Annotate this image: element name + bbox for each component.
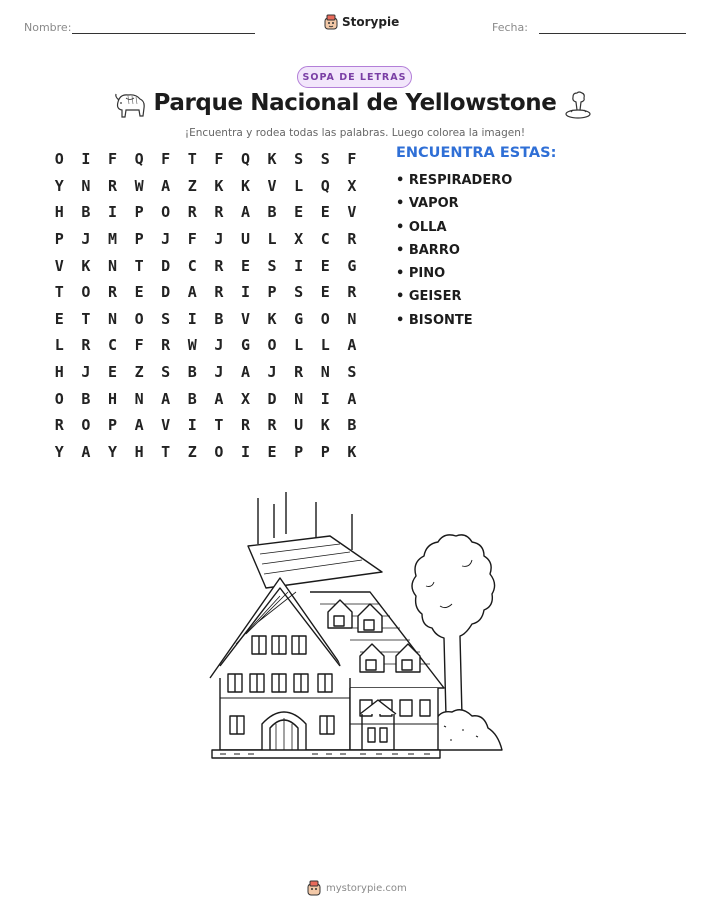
grid-cell[interactable]: R xyxy=(107,283,117,302)
grid-cell[interactable]: V xyxy=(347,203,357,222)
grid-cell[interactable]: M xyxy=(107,230,117,249)
grid-cell[interactable]: R xyxy=(294,363,304,382)
grid-cell[interactable]: O xyxy=(267,336,277,355)
word-item: • OLLA xyxy=(396,219,447,235)
grid-cell[interactable]: I xyxy=(107,203,117,222)
page-title: Parque Nacional de Yellowstone xyxy=(153,90,557,116)
instructions: ¡Encuentra y rodea todas las palabras. Luego colorea la imagen! xyxy=(184,127,526,139)
grid-cell[interactable]: K xyxy=(267,309,277,328)
grid-cell[interactable]: B xyxy=(81,389,91,408)
grid-cell[interactable]: E xyxy=(320,256,330,275)
brand-logo xyxy=(324,14,399,30)
grid-row xyxy=(46,173,365,200)
grid-cell[interactable]: R xyxy=(214,203,224,222)
grid-cell[interactable]: S xyxy=(161,309,171,328)
word-item: • VAPOR xyxy=(396,196,459,212)
grid-cell[interactable]: S xyxy=(320,150,330,169)
puzzle-type-badge: SOPA DE LETRAS xyxy=(297,66,412,88)
grid-cell[interactable]: W xyxy=(134,176,144,195)
grid-cell[interactable]: N xyxy=(107,256,117,275)
date-label: Fecha: xyxy=(492,21,528,34)
grid-cell[interactable]: L xyxy=(267,230,277,249)
grid-cell[interactable]: P xyxy=(54,230,64,249)
grid-cell[interactable]: E xyxy=(294,203,304,222)
grid-row xyxy=(46,359,365,386)
grid-row xyxy=(46,439,365,466)
grid-cell[interactable]: A xyxy=(347,336,357,355)
grid-cell[interactable]: Z xyxy=(187,442,197,461)
grid-cell[interactable]: T xyxy=(54,283,64,302)
grid-cell[interactable]: E xyxy=(320,203,330,222)
grid-cell[interactable]: Q xyxy=(240,150,250,169)
grid-cell[interactable]: V xyxy=(267,176,277,195)
grid-cell[interactable]: K xyxy=(267,150,277,169)
letter-grid xyxy=(46,146,365,465)
grid-cell[interactable]: Y xyxy=(54,176,64,195)
grid-cell[interactable]: A xyxy=(347,389,357,408)
grid-cell[interactable]: B xyxy=(267,203,277,222)
grid-cell[interactable]: C xyxy=(320,230,330,249)
grid-cell[interactable]: K xyxy=(240,176,250,195)
grid-cell[interactable]: N xyxy=(294,389,304,408)
grid-cell[interactable]: V xyxy=(240,309,250,328)
grid-cell[interactable]: R xyxy=(267,416,277,435)
grid-cell[interactable]: R xyxy=(187,203,197,222)
grid-cell[interactable]: P xyxy=(267,283,277,302)
grid-cell[interactable]: S xyxy=(294,283,304,302)
grid-cell[interactable]: L xyxy=(294,176,304,195)
footer xyxy=(307,880,407,896)
grid-cell[interactable]: H xyxy=(107,389,117,408)
grid-cell[interactable]: Y xyxy=(107,442,117,461)
grid-cell[interactable]: R xyxy=(214,283,224,302)
word-item: • GEISER xyxy=(396,289,462,305)
grid-cell[interactable]: C xyxy=(107,336,117,355)
grid-cell[interactable]: Q xyxy=(320,176,330,195)
grid-cell[interactable]: Z xyxy=(187,176,197,195)
grid-cell[interactable]: O xyxy=(214,442,224,461)
grid-cell[interactable]: G xyxy=(240,336,250,355)
grid-cell[interactable]: X xyxy=(347,176,357,195)
grid-cell[interactable]: K xyxy=(81,256,91,275)
grid-cell[interactable]: C xyxy=(187,256,197,275)
grid-cell[interactable]: X xyxy=(240,389,250,408)
grid-cell[interactable]: I xyxy=(187,416,197,435)
grid-cell[interactable]: L xyxy=(54,336,64,355)
grid-row xyxy=(46,146,365,173)
grid-cell[interactable]: P xyxy=(134,203,144,222)
grid-cell[interactable]: F xyxy=(214,150,224,169)
grid-cell[interactable]: A xyxy=(240,363,250,382)
word-list xyxy=(396,145,696,336)
grid-cell[interactable]: F xyxy=(134,336,144,355)
bison-icon xyxy=(112,90,148,122)
grid-row xyxy=(46,332,365,359)
grid-cell[interactable]: T xyxy=(134,256,144,275)
grid-cell[interactable]: S xyxy=(161,363,171,382)
coloring-illustration xyxy=(200,488,510,768)
word-item: • PINO xyxy=(396,266,446,282)
brand-name: Storypie xyxy=(342,15,400,29)
grid-cell[interactable]: E xyxy=(320,283,330,302)
footer-url[interactable]: mystorypie.com xyxy=(326,882,407,894)
grid-cell[interactable]: Q xyxy=(134,150,144,169)
grid-cell[interactable]: U xyxy=(294,416,304,435)
storypie-mascot-icon xyxy=(324,14,338,30)
grid-cell[interactable]: F xyxy=(107,150,117,169)
grid-cell[interactable]: S xyxy=(267,256,277,275)
word-item: • BISONTE xyxy=(396,312,473,328)
grid-cell[interactable]: E xyxy=(107,363,117,382)
grid-cell[interactable]: V xyxy=(54,256,64,275)
grid-cell[interactable]: A xyxy=(81,442,91,461)
grid-cell[interactable]: J xyxy=(161,230,171,249)
grid-cell[interactable]: D xyxy=(161,283,171,302)
grid-cell[interactable]: N xyxy=(107,309,117,328)
grid-cell[interactable]: R xyxy=(347,283,357,302)
grid-cell[interactable]: D xyxy=(161,256,171,275)
grid-cell[interactable]: O xyxy=(54,389,64,408)
grid-cell[interactable]: L xyxy=(320,336,330,355)
grid-cell[interactable]: J xyxy=(81,363,91,382)
grid-cell[interactable]: H xyxy=(54,203,64,222)
grid-cell[interactable]: P xyxy=(294,442,304,461)
date-field[interactable] xyxy=(539,33,686,34)
grid-cell[interactable]: G xyxy=(347,256,357,275)
grid-cell[interactable]: R xyxy=(107,176,117,195)
grid-cell[interactable]: O xyxy=(134,309,144,328)
grid-cell[interactable]: J xyxy=(214,363,224,382)
grid-cell[interactable]: R xyxy=(81,336,91,355)
grid-cell[interactable]: A xyxy=(214,389,224,408)
grid-cell[interactable]: O xyxy=(81,416,91,435)
grid-row xyxy=(46,385,365,412)
grid-cell[interactable]: J xyxy=(267,363,277,382)
grid-cell[interactable]: Y xyxy=(54,442,64,461)
grid-cell[interactable]: K xyxy=(347,442,357,461)
geyser-icon xyxy=(562,90,594,122)
grid-cell[interactable]: P xyxy=(134,230,144,249)
grid-cell[interactable]: E xyxy=(134,283,144,302)
grid-cell[interactable]: N xyxy=(320,363,330,382)
word-item: • BARRO xyxy=(396,242,460,258)
grid-cell[interactable]: J xyxy=(214,336,224,355)
grid-cell[interactable]: L xyxy=(294,336,304,355)
grid-cell[interactable]: I xyxy=(294,256,304,275)
grid-cell[interactable]: G xyxy=(294,309,304,328)
name-label: Nombre: xyxy=(24,21,72,34)
grid-cell[interactable]: X xyxy=(294,230,304,249)
grid-cell[interactable]: O xyxy=(161,203,171,222)
grid-cell[interactable]: O xyxy=(81,283,91,302)
grid-cell[interactable]: A xyxy=(187,283,197,302)
grid-cell[interactable]: J xyxy=(81,230,91,249)
grid-cell[interactable]: J xyxy=(214,230,224,249)
name-field[interactable] xyxy=(72,33,255,34)
grid-cell[interactable]: N xyxy=(134,389,144,408)
grid-cell[interactable]: E xyxy=(54,309,64,328)
grid-cell[interactable]: R xyxy=(161,336,171,355)
grid-cell[interactable]: U xyxy=(240,230,250,249)
grid-cell[interactable]: N xyxy=(347,309,357,328)
header xyxy=(0,0,709,50)
grid-cell[interactable]: B xyxy=(187,363,197,382)
grid-cell[interactable]: B xyxy=(187,389,197,408)
grid-cell[interactable]: T xyxy=(214,416,224,435)
grid-cell[interactable]: K xyxy=(214,176,224,195)
grid-cell[interactable]: O xyxy=(54,150,64,169)
grid-cell[interactable]: S xyxy=(347,363,357,382)
word-list-heading: ENCUENTRA ESTAS: xyxy=(396,145,557,161)
grid-row xyxy=(46,199,365,226)
word-item: • RESPIRADERO xyxy=(396,173,513,188)
grid-cell[interactable]: F xyxy=(347,150,357,169)
grid-cell[interactable]: P xyxy=(107,416,117,435)
storypie-mascot-icon xyxy=(307,880,321,896)
grid-cell[interactable]: K xyxy=(320,416,330,435)
grid-cell[interactable]: S xyxy=(294,150,304,169)
grid-cell[interactable]: T xyxy=(161,442,171,461)
grid-cell[interactable]: T xyxy=(187,150,197,169)
grid-cell[interactable]: H xyxy=(134,442,144,461)
grid-cell[interactable]: I xyxy=(240,442,250,461)
grid-row xyxy=(46,226,365,253)
grid-cell[interactable]: B xyxy=(81,203,91,222)
grid-cell[interactable]: W xyxy=(187,336,197,355)
grid-cell[interactable]: F xyxy=(161,150,171,169)
grid-row xyxy=(46,252,365,279)
grid-cell[interactable]: A xyxy=(240,203,250,222)
grid-cell[interactable]: A xyxy=(134,416,144,435)
grid-cell[interactable]: I xyxy=(187,309,197,328)
grid-cell[interactable]: I xyxy=(320,389,330,408)
grid-cell[interactable]: P xyxy=(320,442,330,461)
grid-cell[interactable]: R xyxy=(240,416,250,435)
grid-cell[interactable]: I xyxy=(81,150,91,169)
grid-cell[interactable]: R xyxy=(214,256,224,275)
grid-cell[interactable]: A xyxy=(161,389,171,408)
grid-cell[interactable]: I xyxy=(240,283,250,302)
grid-cell[interactable]: H xyxy=(54,363,64,382)
grid-row xyxy=(46,306,365,333)
grid-cell[interactable]: Z xyxy=(134,363,144,382)
grid-cell[interactable]: F xyxy=(187,230,197,249)
grid-cell[interactable]: A xyxy=(161,176,171,195)
grid-cell[interactable]: R xyxy=(54,416,64,435)
grid-cell[interactable]: T xyxy=(81,309,91,328)
grid-cell[interactable]: B xyxy=(214,309,224,328)
grid-cell[interactable]: V xyxy=(161,416,171,435)
grid-cell[interactable]: O xyxy=(320,309,330,328)
grid-cell[interactable]: D xyxy=(267,389,277,408)
grid-cell[interactable]: R xyxy=(347,230,357,249)
grid-cell[interactable]: N xyxy=(81,176,91,195)
grid-row xyxy=(46,279,365,306)
grid-cell[interactable]: B xyxy=(347,416,357,435)
grid-row xyxy=(46,412,365,439)
grid-cell[interactable]: E xyxy=(267,442,277,461)
grid-cell[interactable]: E xyxy=(240,256,250,275)
